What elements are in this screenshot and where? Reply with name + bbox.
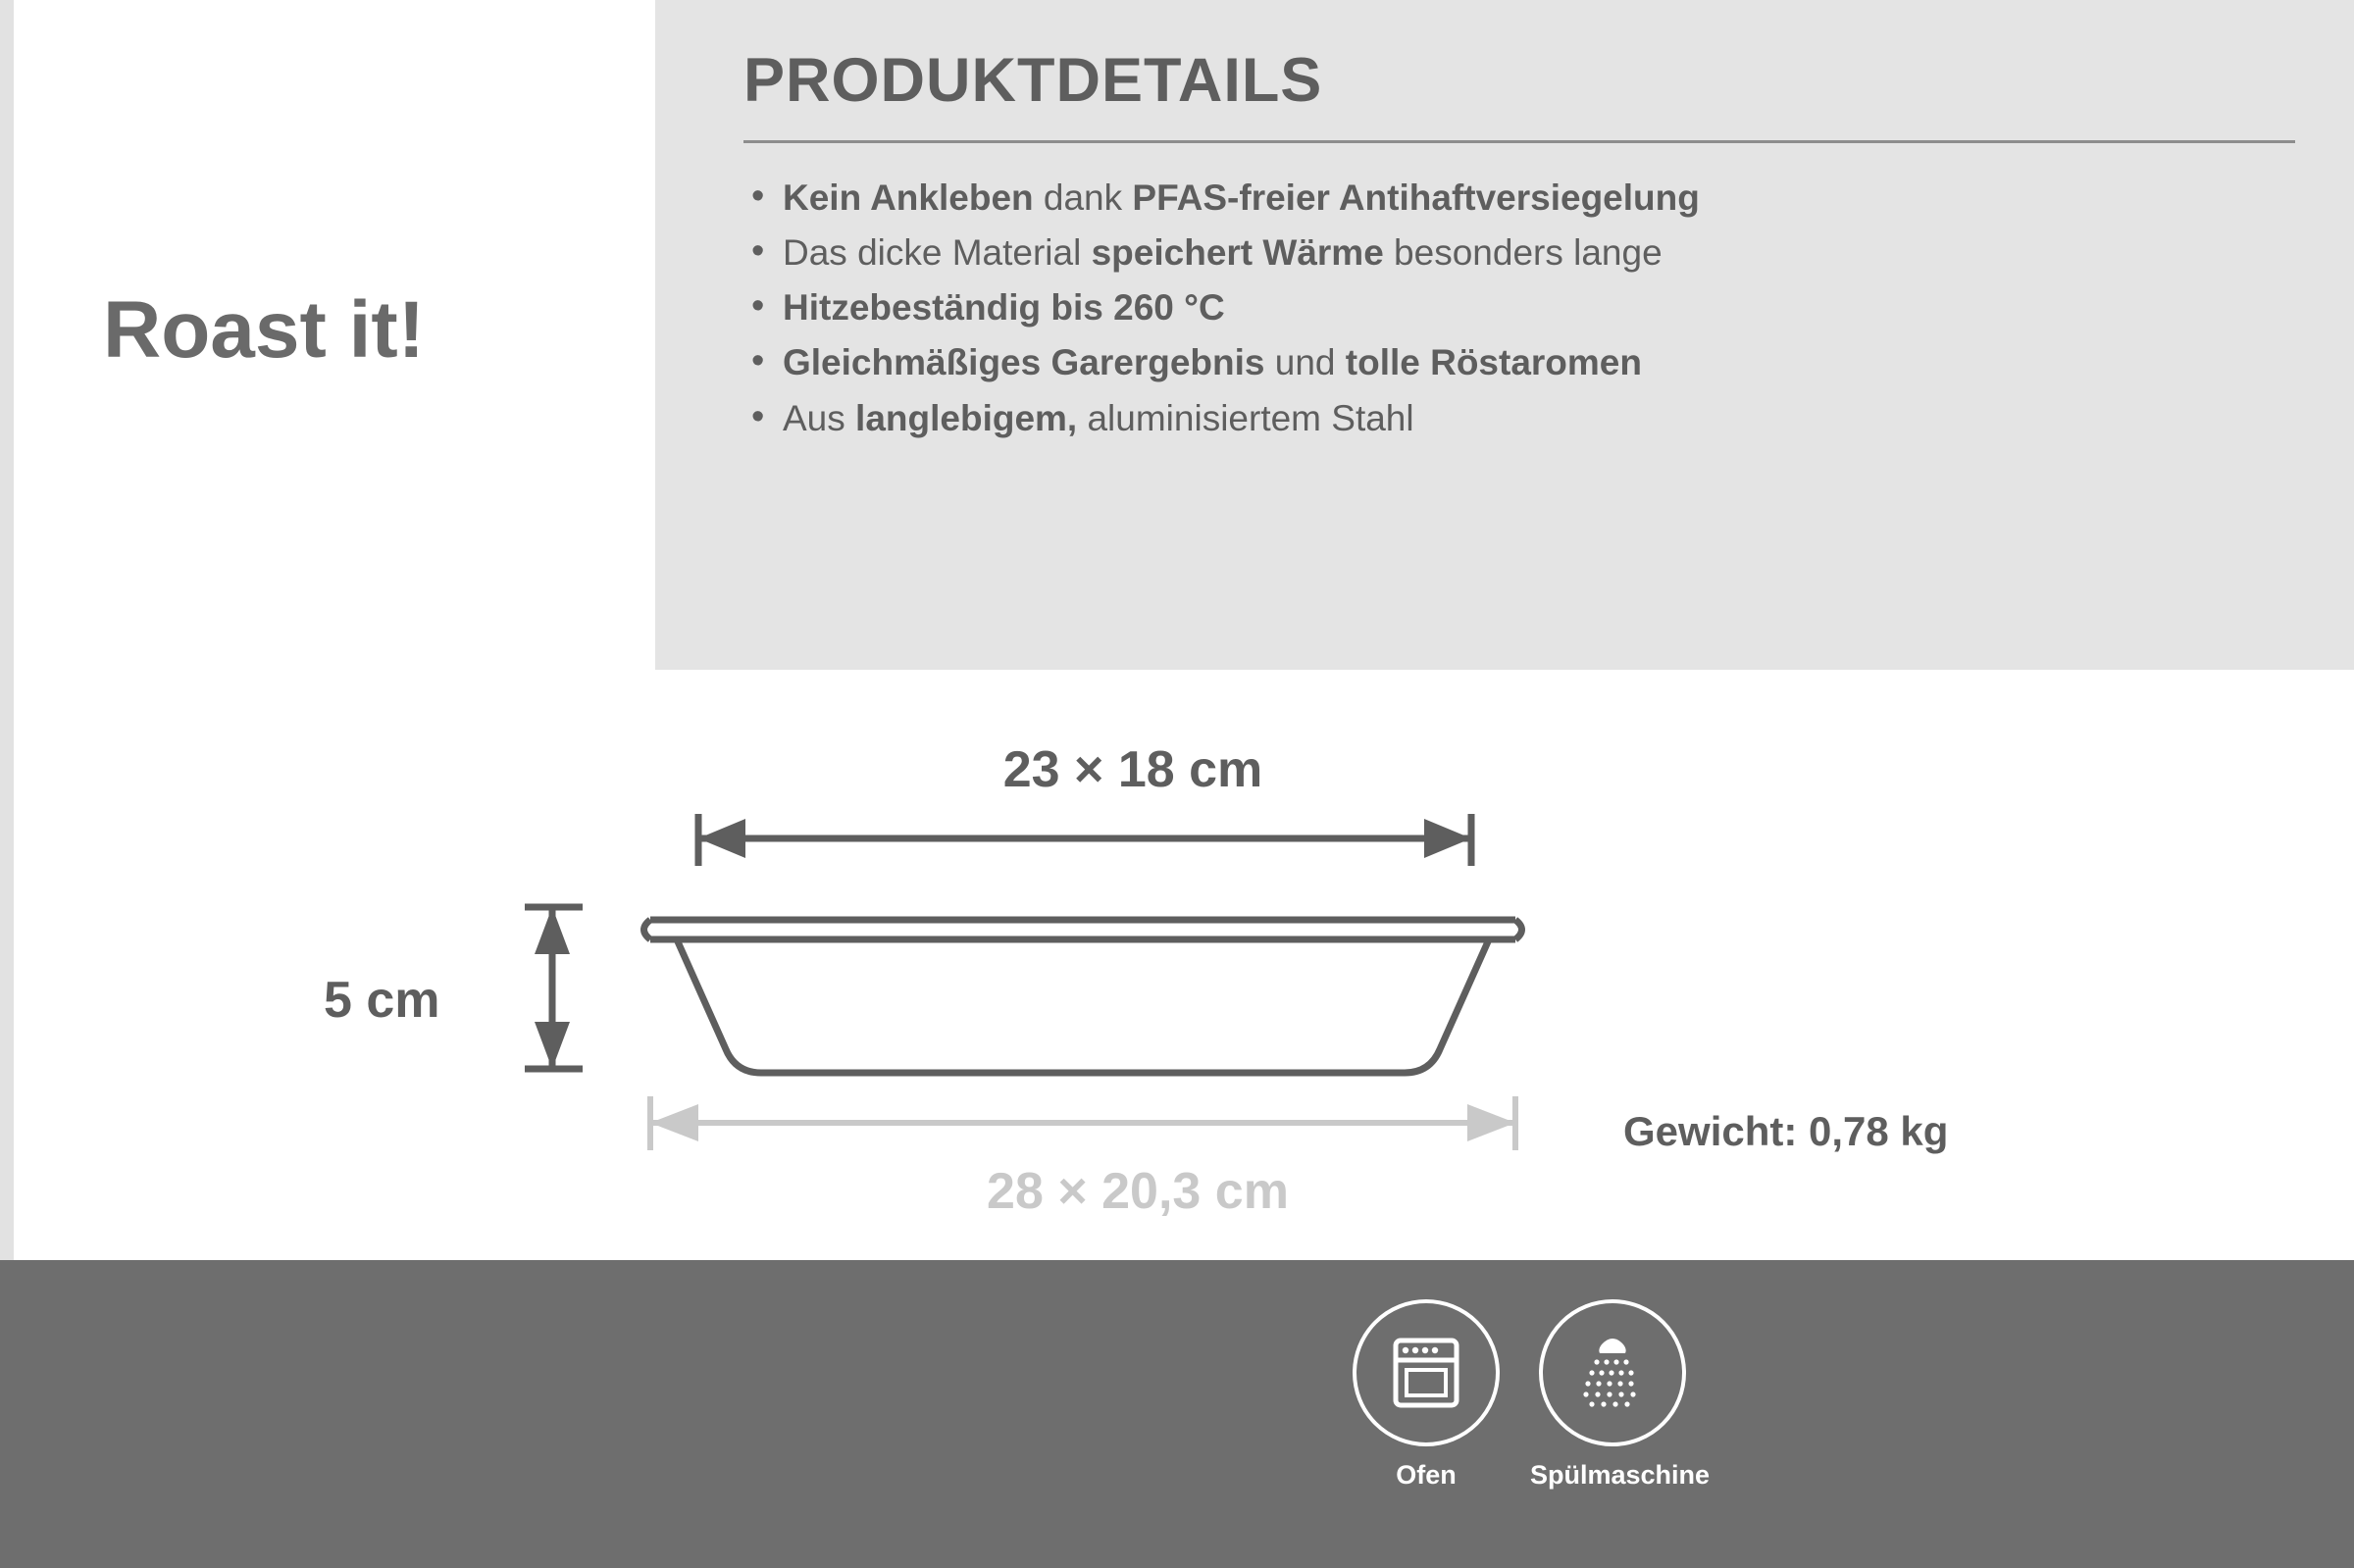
feature-list-item — [743, 391, 2295, 446]
footer-bar — [0, 1260, 2354, 1568]
pan-drawing — [0, 716, 2354, 1236]
care-icons — [1344, 1299, 1711, 1491]
feature-text-part: besonders lange — [1383, 231, 1663, 273]
feature-list-item — [743, 171, 2295, 226]
pan-outline — [644, 920, 1522, 1073]
feature-list — [743, 171, 2295, 446]
dishwasher-icon-caption: Spülmaschine — [1530, 1460, 1711, 1490]
details-divider — [743, 140, 2295, 143]
feature-text-part: Das dicke Material — [783, 231, 1092, 273]
outer-dimension-label: 28 × 20,3 cm — [987, 1163, 1289, 1220]
dishwasher-icon-item — [1530, 1299, 1711, 1491]
dimension-diagram — [0, 716, 2354, 1236]
feature-text-part: Hitzebeständig bis 260 °C — [783, 287, 1225, 329]
height-dimension-label: 5 cm — [324, 972, 440, 1029]
feature-text-part: Gleichmäßiges Garergebnis — [783, 342, 1265, 383]
feature-text-part: Aus — [783, 397, 856, 438]
feature-text-part: dank — [1033, 177, 1133, 218]
weight-label: Gewicht: 0,78 kg — [1623, 1108, 1949, 1154]
feature-text-part: Kein Ankleben — [783, 177, 1034, 218]
oven-icon-caption: Ofen — [1396, 1460, 1457, 1490]
feature-text-part: speichert Wärme — [1091, 231, 1384, 273]
oven-icon — [1353, 1299, 1500, 1446]
feature-list-item — [743, 226, 2295, 280]
top-dimension-arrow — [698, 814, 1471, 866]
feature-text-part: aluminisiertem Stahl — [1077, 397, 1414, 438]
product-details-panel — [655, 0, 2354, 670]
feature-list-item — [743, 335, 2295, 390]
inner-dimension-label: 23 × 18 cm — [1002, 741, 1263, 798]
details-heading: PRODUKTDETAILS — [743, 46, 1323, 115]
oven-icon-item — [1344, 1299, 1509, 1491]
page-title: Roast it! — [103, 285, 425, 375]
feature-list-item — [743, 280, 2295, 335]
bottom-dimension-arrow — [650, 1096, 1515, 1150]
feature-text-part: und — [1264, 342, 1346, 383]
feature-text-part: langlebigem, — [855, 397, 1078, 438]
feature-text-part: tolle Röstaromen — [1345, 342, 1642, 383]
dishwasher-icon — [1539, 1299, 1686, 1446]
feature-text-part: PFAS-freier Antihaftversiegelung — [1132, 177, 1700, 218]
